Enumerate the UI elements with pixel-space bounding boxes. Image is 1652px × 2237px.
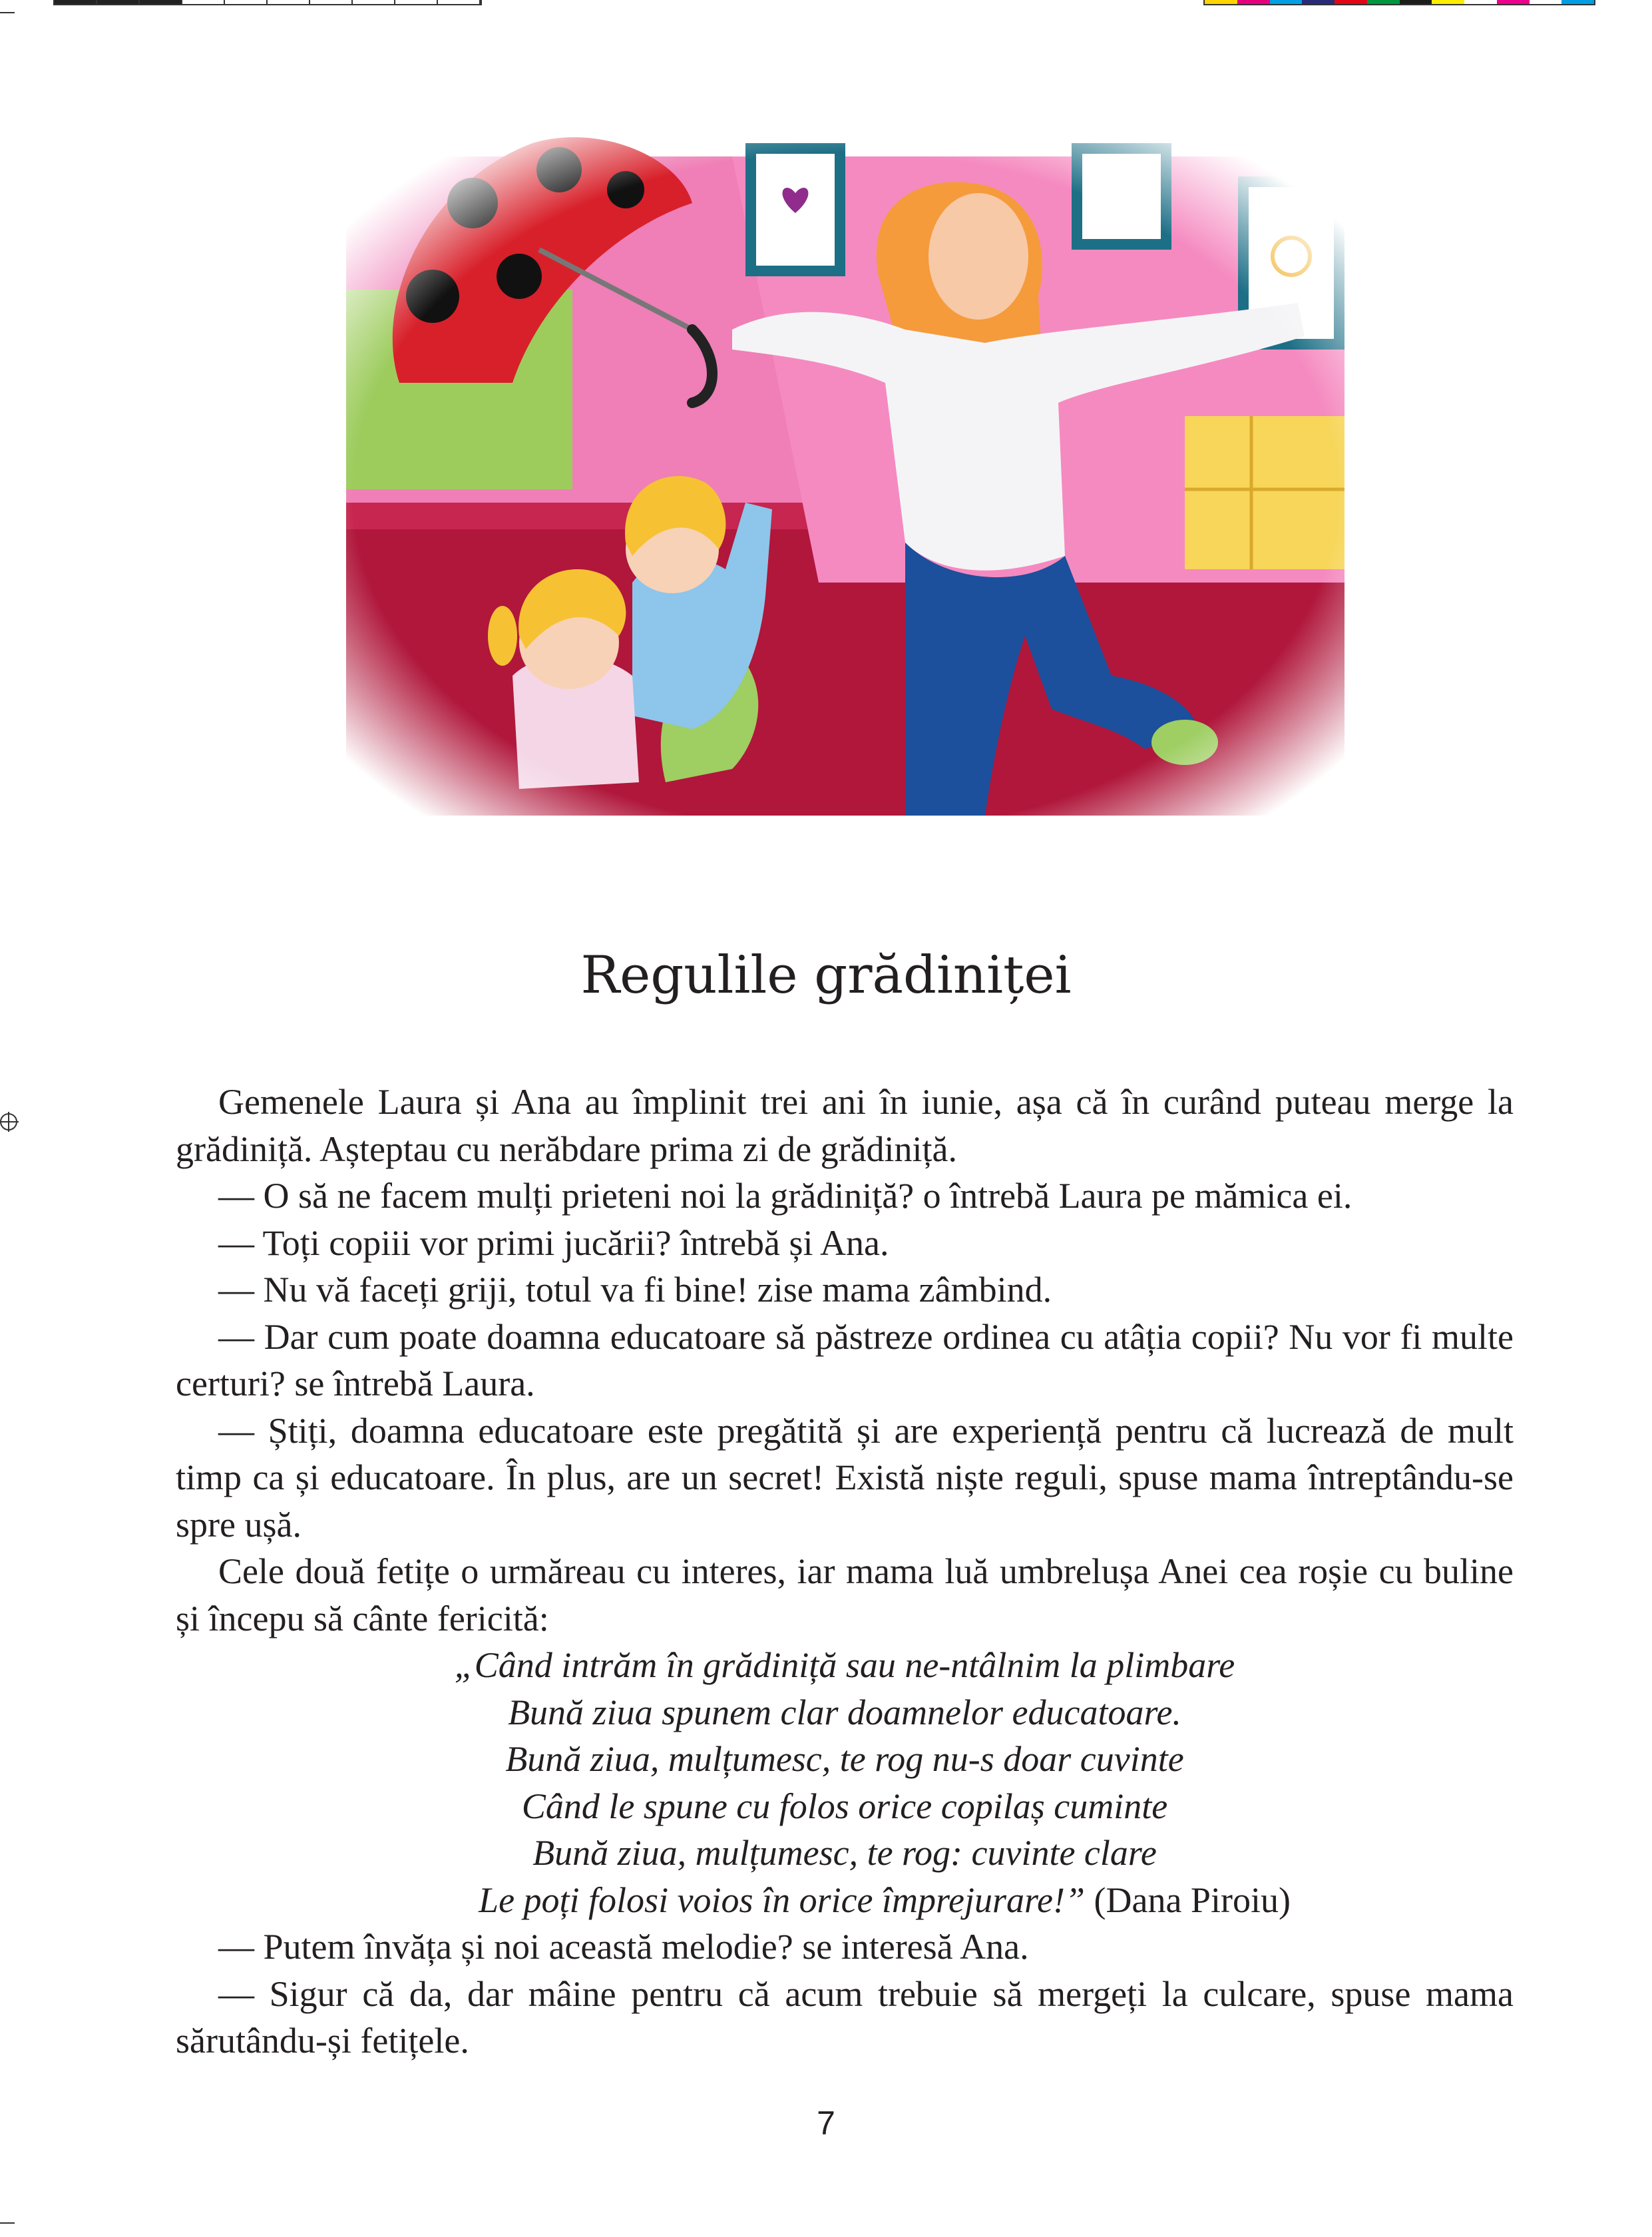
- poem-author: (Dana Piroiu): [1094, 1879, 1291, 1920]
- poem-line: Când le spune cu folos orice copilaș cuminte: [521, 1786, 1168, 1826]
- paragraph-dialogue-5: — Știți, doamna educatoare este pregătită și are experiență pentru că lucrează de mult timp ca și educatoare. În plus, are un secret! Există niște reguli, spuse mama întreptându-se spre ușă.: [176, 1410, 1514, 1545]
- grayscale-calibration-bar: [53, 0, 482, 5]
- color-calibration-bar: [1203, 0, 1595, 5]
- paragraph-closing-1: — Putem învăța și noi această melodie? se interesă Ana.: [218, 1927, 1029, 1967]
- poem-line-text: Le poți folosi voios în orice împrejurare!”: [479, 1879, 1086, 1920]
- chapter-title: Regulile grădiniței: [580, 945, 1072, 1005]
- poem-line-last: [176, 1877, 1514, 1924]
- page-number: 7: [817, 2105, 835, 2142]
- crop-mark-bottom-left: [0, 2222, 15, 2224]
- story-illustration: [319, 130, 1371, 856]
- paragraph-closing-2: — Sigur că da, dar mâine pentru că acum trebuie să mergeți la culcare, spuse mama sărutându-și fetițele.: [176, 1973, 1514, 2061]
- crop-mark-top-left: [0, 12, 15, 13]
- registration-mark: [0, 1113, 17, 1130]
- poem-line: Bună ziua, mulțumesc, te rog nu-s doar cuvinte: [505, 1739, 1184, 1779]
- poem-line: Bună ziua spunem clar doamnelor educatoare.: [508, 1692, 1181, 1732]
- song-poem: [176, 1642, 1514, 1923]
- story-text: [176, 1079, 1514, 2065]
- poem-line: „Când intrăm în grădiniță sau ne-ntâlnim la plimbare: [454, 1645, 1235, 1685]
- paragraph-narration: Cele două fetițe o urmăreau cu interes, iar mama luă umbrelușa Anei cea roșie cu buline și începu să cânte fericită:: [176, 1551, 1514, 1638]
- paragraph-intro: Gemenele Laura și Ana au împlinit trei ani în iunie, așa că în curând puteau merge la grădiniță. Așteptau cu nerăbdare prima zi de grădiniță.: [176, 1082, 1514, 1169]
- paragraph-dialogue-2: — Toți copiii vor primi jucării? întrebă și Ana.: [218, 1222, 889, 1263]
- paragraph-dialogue-1: — O să ne facem mulți prieteni noi la grădiniță? o întrebă Laura pe mămica ei.: [218, 1176, 1352, 1216]
- paragraph-dialogue-4: — Dar cum poate doamna educatoare să păstreze ordinea cu atâția copii? Nu vor fi multe certuri? se întrebă Laura.: [176, 1316, 1514, 1403]
- paragraph-dialogue-3: — Nu vă faceți griji, totul va fi bine! zise mama zâmbind.: [218, 1270, 1052, 1310]
- poem-line: Bună ziua, mulțumesc, te rog: cuvinte clare: [532, 1833, 1157, 1873]
